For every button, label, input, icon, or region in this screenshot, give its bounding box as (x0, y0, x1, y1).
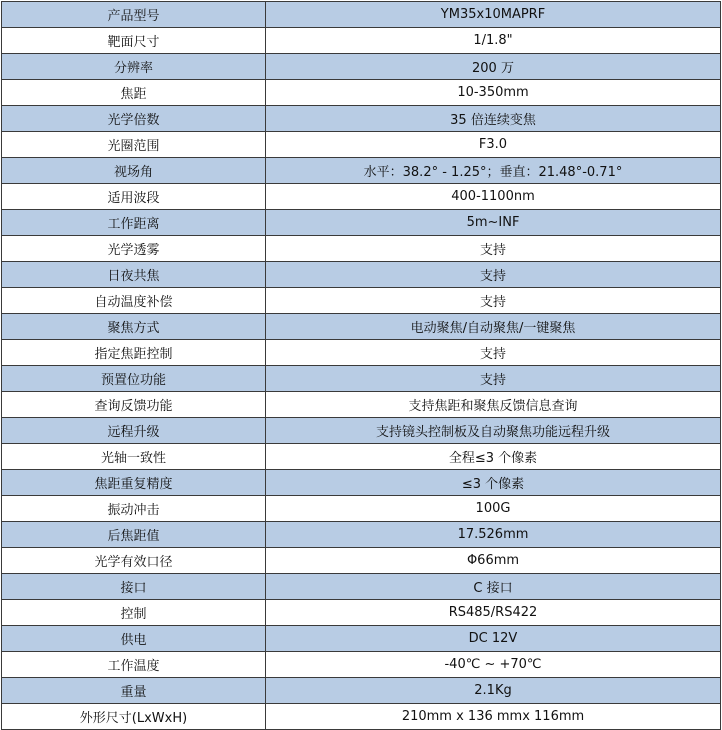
spec-value: 支持 (266, 366, 721, 392)
spec-value: 支持 (266, 236, 721, 262)
spec-label: 远程升级 (2, 418, 266, 444)
spec-table (1, 1, 721, 730)
spec-value: -40℃ ~ +70℃ (266, 652, 721, 678)
spec-label: 分辨率 (2, 54, 266, 80)
table-row (2, 236, 721, 262)
table-row (2, 262, 721, 288)
spec-label: 控制 (2, 600, 266, 626)
spec-label: 查询反馈功能 (2, 392, 266, 418)
spec-label: 视场角 (2, 158, 266, 184)
spec-label: 光圈范围 (2, 132, 266, 158)
table-row (2, 158, 721, 184)
spec-label: 光轴一致性 (2, 444, 266, 470)
spec-label: 后焦距值 (2, 522, 266, 548)
spec-value: 电动聚焦/自动聚焦/一键聚焦 (266, 314, 721, 340)
spec-label: 焦距 (2, 80, 266, 106)
spec-value: 1/1.8" (266, 28, 721, 54)
spec-value: RS485/RS422 (266, 600, 721, 626)
spec-value: 水平：38.2° - 1.25°；垂直：21.48°-0.71° (266, 158, 721, 184)
table-row (2, 54, 721, 80)
spec-value: 支持焦距和聚焦反馈信息查询 (266, 392, 721, 418)
spec-label: 焦距重复精度 (2, 470, 266, 496)
table-row (2, 574, 721, 600)
spec-label: 光学有效口径 (2, 548, 266, 574)
table-row (2, 288, 721, 314)
spec-value: YM35x10MAPRF (266, 2, 721, 28)
spec-value: 17.526mm (266, 522, 721, 548)
spec-label: 指定焦距控制 (2, 340, 266, 366)
spec-value: 100G (266, 496, 721, 522)
table-row (2, 184, 721, 210)
table-row (2, 2, 721, 28)
spec-value: 35 倍连续变焦 (266, 106, 721, 132)
spec-label: 光学透雾 (2, 236, 266, 262)
table-row (2, 548, 721, 574)
spec-value: F3.0 (266, 132, 721, 158)
table-row (2, 600, 721, 626)
table-row (2, 470, 721, 496)
spec-value: 支持 (266, 288, 721, 314)
spec-value: 支持 (266, 262, 721, 288)
spec-value: 200 万 (266, 54, 721, 80)
spec-label: 聚焦方式 (2, 314, 266, 340)
spec-label: 产品型号 (2, 2, 266, 28)
table-row (2, 80, 721, 106)
table-row (2, 28, 721, 54)
spec-label: 振动冲击 (2, 496, 266, 522)
table-row (2, 652, 721, 678)
table-row (2, 340, 721, 366)
spec-value: 400-1100nm (266, 184, 721, 210)
spec-label: 日夜共焦 (2, 262, 266, 288)
table-row (2, 444, 721, 470)
spec-value: C 接口 (266, 574, 721, 600)
spec-value: Φ66mm (266, 548, 721, 574)
spec-label: 重量 (2, 678, 266, 704)
spec-value: 支持 (266, 340, 721, 366)
spec-label: 工作温度 (2, 652, 266, 678)
table-row (2, 106, 721, 132)
spec-value: 全程≤3 个像素 (266, 444, 721, 470)
table-row (2, 522, 721, 548)
spec-label: 工作距离 (2, 210, 266, 236)
spec-label: 外形尺寸(LxWxH) (2, 704, 266, 730)
table-row (2, 314, 721, 340)
table-row (2, 496, 721, 522)
table-row (2, 210, 721, 236)
table-row (2, 132, 721, 158)
spec-label: 自动温度补偿 (2, 288, 266, 314)
table-row (2, 366, 721, 392)
spec-value: 210mm x 136 mmx 116mm (266, 704, 721, 730)
spec-label: 靶面尺寸 (2, 28, 266, 54)
table-row (2, 626, 721, 652)
spec-value: 10-350mm (266, 80, 721, 106)
table-row (2, 392, 721, 418)
spec-label: 供电 (2, 626, 266, 652)
table-row (2, 704, 721, 730)
spec-label: 预置位功能 (2, 366, 266, 392)
table-row (2, 678, 721, 704)
spec-value: DC 12V (266, 626, 721, 652)
spec-value: ≤3 个像素 (266, 470, 721, 496)
spec-label: 适用波段 (2, 184, 266, 210)
spec-label: 光学倍数 (2, 106, 266, 132)
table-row (2, 418, 721, 444)
spec-table-body (2, 2, 721, 730)
spec-value: 2.1Kg (266, 678, 721, 704)
spec-value: 支持镜头控制板及自动聚焦功能远程升级 (266, 418, 721, 444)
spec-label: 接口 (2, 574, 266, 600)
spec-value: 5m~INF (266, 210, 721, 236)
